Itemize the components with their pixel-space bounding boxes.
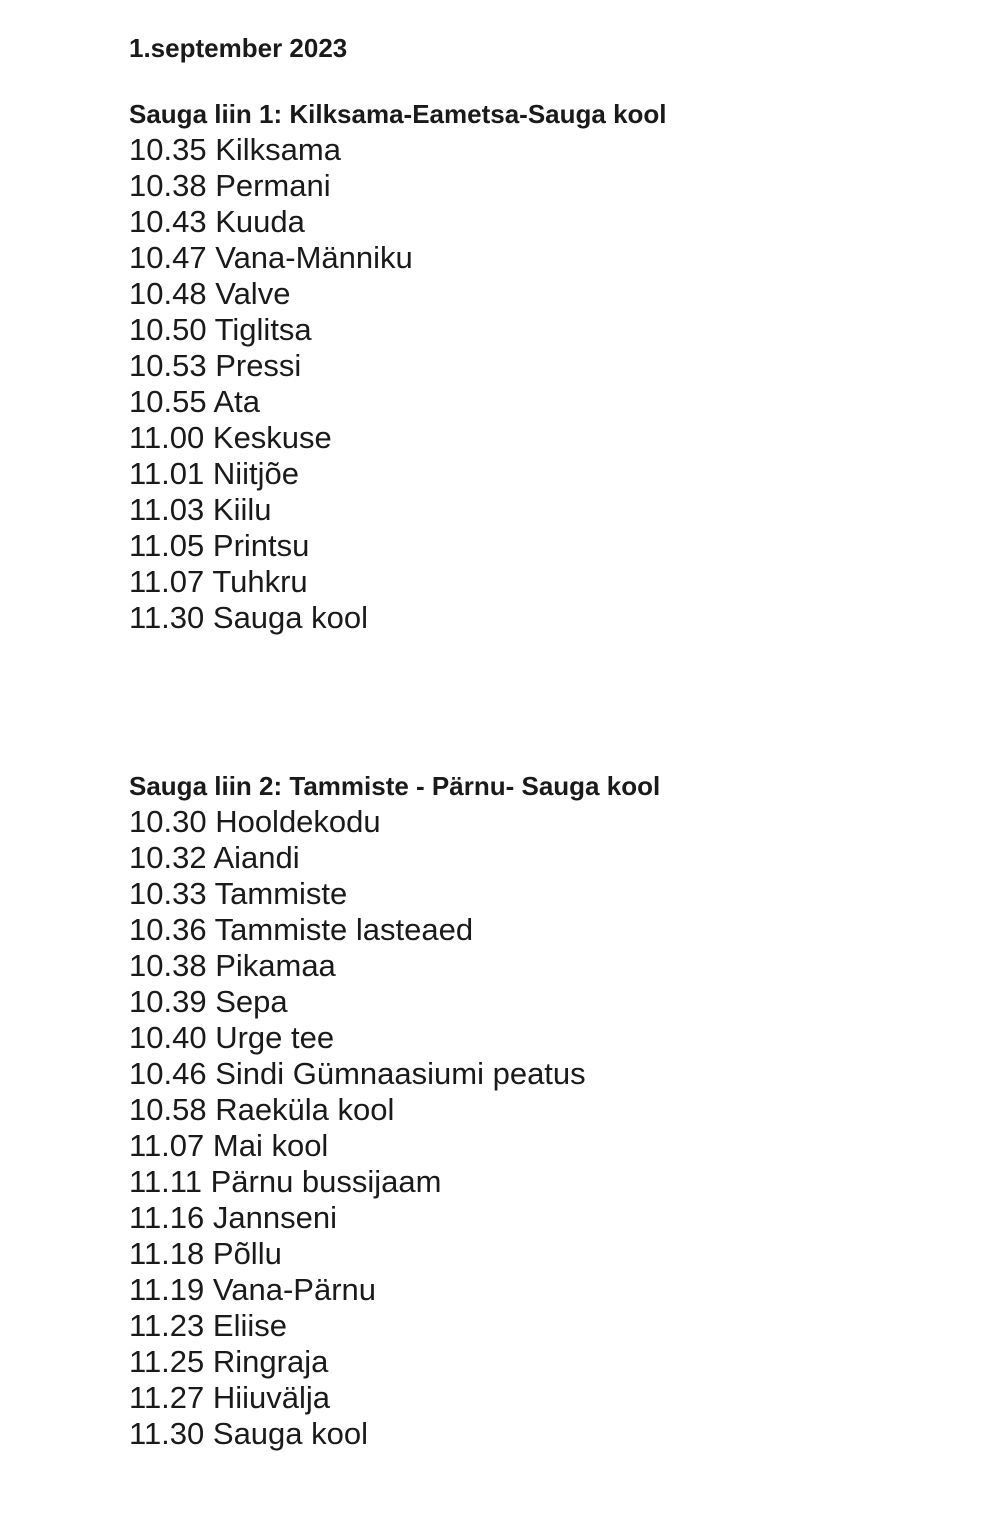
stop-item: 11.23 Eliise	[129, 1308, 287, 1343]
route-1-title: Sauga liin 1: Kilksama-Eametsa-Sauga kool	[129, 99, 667, 129]
stop-item: 10.40 Urge tee	[129, 1020, 335, 1055]
route-2	[129, 768, 989, 1452]
stop-item: 10.48 Valve	[129, 276, 291, 311]
stop-item: 11.11 Pärnu bussijaam	[129, 1164, 442, 1199]
stop-item: 11.07 Mai kool	[129, 1128, 329, 1163]
document-page	[129, 30, 989, 1452]
stop-item: 11.01 Niitjõe	[129, 456, 300, 491]
stop-item: 11.27 Hiiuvälja	[129, 1380, 331, 1415]
stop-item: 11.25 Ringraja	[129, 1344, 329, 1379]
stop-item: 11.30 Sauga kool	[129, 600, 369, 635]
stop-item: 10.55 Ata	[129, 384, 261, 419]
stop-item: 11.30 Sauga kool	[129, 1416, 369, 1451]
stop-item: 10.58 Raeküla kool	[129, 1092, 395, 1127]
stop-item: 11.19 Vana-Pärnu	[129, 1272, 377, 1307]
route-2-stop-list	[129, 804, 989, 1452]
route-2-title: Sauga liin 2: Tammiste - Pärnu- Sauga kool	[129, 771, 661, 801]
route-1-stop-list	[129, 132, 989, 636]
route-1	[129, 96, 989, 636]
stop-item: 11.00 Keskuse	[129, 420, 332, 455]
stop-item: 10.35 Kilksama	[129, 132, 341, 167]
stop-item: 11.03 Kiilu	[129, 492, 272, 527]
stop-item: 10.47 Vana-Männiku	[129, 240, 413, 275]
stop-item: 10.46 Sindi Gümnaasiumi peatus	[129, 1056, 586, 1091]
stop-item: 10.39 Sepa	[129, 984, 288, 1019]
stop-item: 11.18 Põllu	[129, 1236, 282, 1271]
document-date: 1.september 2023	[129, 33, 348, 63]
stop-item: 10.33 Tammiste	[129, 876, 348, 911]
stop-item: 10.30 Hooldekodu	[129, 804, 381, 839]
stop-item: 11.16 Jannseni	[129, 1200, 337, 1235]
stop-item: 10.36 Tammiste lasteaed	[129, 912, 474, 947]
stop-item: 10.32 Aiandi	[129, 840, 300, 875]
stop-item: 10.43 Kuuda	[129, 204, 305, 239]
stop-item: 11.07 Tuhkru	[129, 564, 308, 599]
stop-item: 10.50 Tiglitsa	[129, 312, 312, 347]
stop-item: 10.38 Pikamaa	[129, 948, 336, 983]
stop-item: 11.05 Printsu	[129, 528, 310, 563]
stop-item: 10.38 Permani	[129, 168, 331, 203]
stop-item: 10.53 Pressi	[129, 348, 302, 383]
